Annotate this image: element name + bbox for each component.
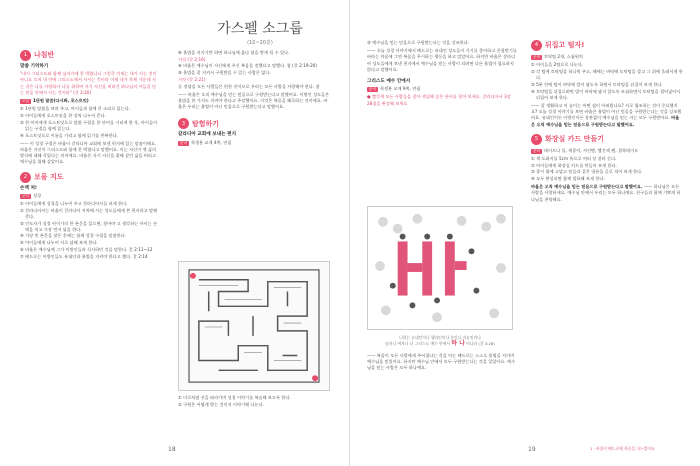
hidden-word-puzzle bbox=[367, 206, 513, 330]
list-item: ⑨ 바울은 예수님이 자신에게 주신 복음을 전했다고 말했다. 참 (갈 2:19-20) bbox=[178, 63, 318, 69]
maze-graphic bbox=[179, 262, 329, 390]
list-item: ① 색 도화지를 5cm 폭으로 여러 장 잘라 둔다. bbox=[531, 155, 617, 161]
after-maze-list bbox=[178, 395, 330, 435]
section-title: 뒤집고 털자! bbox=[545, 41, 585, 50]
list-item: ② 아이들에게 화장실 카드를 만들어 보게 한다. bbox=[531, 162, 617, 168]
opening-paragraph: —— 이 성경 구절은 바울이 갈라디아 교회에 보낸 편지에 있는 말씀이에요. 바울은 자신이 그리스도와 함께 못 박혔다고 말했어요. 이는 자신이 옛 삶의 방식에 대해 죽었다는 의미에요. 바울은 자기 자신을 위해 살던 삶을 버리고 예수님을 위해 살았어요. bbox=[20, 140, 157, 165]
list-item: ⑦ 베드로는 이방인들도 유대인과 율법을 지켜야 한다고 했다. 갈 2:14 bbox=[20, 253, 148, 259]
section-title: 탐험하기 bbox=[192, 119, 220, 128]
tag-badge: 준비 bbox=[180, 140, 187, 145]
right-column-2 bbox=[531, 40, 683, 438]
left-column-2 bbox=[178, 50, 330, 260]
maze-illustration bbox=[178, 261, 330, 391]
list-item: ③ 한 아이에게 포스트잇으로 말씀 구절을 한 단어를 거리게 한 후, 아이들이 읽는 구절을 함께 읽는다. bbox=[20, 119, 158, 131]
list-item: ④ 모두 완성되면 함께 발표해 보게 한다. bbox=[531, 176, 605, 182]
page-number-left: 18 bbox=[168, 446, 176, 453]
tag-badge: 준비 bbox=[533, 55, 540, 59]
explore-heading: 갈라디아 교회에 보내는 편지 bbox=[178, 132, 237, 138]
story-paragraph: —— 오늘 성경 이야기에서 베드로는 유대인 성도들이 가기를 좋아하고 존경받기를 바라는 마음에 그만 복음을 무시하는 행동을 하고 말았어요. 하지만 바울은 갈라디아 성도들에게 보낸 편지에서 예수님을 믿는 사람이 되려면 다른 율법이 필요하지 않다고 말했어요. bbox=[367, 48, 517, 72]
answer-word: 하 나 bbox=[451, 339, 465, 347]
list-item: ④ 가장 빈 본문을 찾은 후에는 함께 성경 구절을 말씀한다. bbox=[20, 233, 127, 239]
section-title: 보물 지도 bbox=[34, 172, 64, 181]
puzzle-graphic bbox=[368, 207, 512, 329]
list-item: ③ 종이 위에 고맙고 믿음과 같은 내용을 글로 적어 보게 한다. bbox=[531, 169, 643, 175]
list-item: ① 미로처럼 선을 따라가며 성경 이야기를 복습해 보도록 한다. bbox=[178, 395, 291, 400]
review-paragraph: —— 잘 생활하고 이 놀이는 어떤 점이 어려웠나요? 서로 협조하는 것이 중요했지요? 오늘 성경 이야기를 보면 바울은 율법이 아닌 믿음을 구원받는다는 것을 강조했어요. 유대인이든 이방인이든 상관없이 예수님을 믿는 자는 모두 구원받아요. 바울은 오직 예수님을 믿는 믿음으로 구원받는다고 말했어요. bbox=[531, 102, 682, 127]
footer-lesson-title: 1 · 바울이 베드로에 복음을 나누었어요 bbox=[590, 446, 655, 451]
activity-prep: 준비 학생용 교재 9쪽, 연필 bbox=[369, 86, 421, 92]
page-number-right: 19 bbox=[528, 446, 536, 453]
memory-verse: "내가 그리스도와 함께 십자가에 못 박혔나니 그런즉 이제는 내가 사는 것이 아니요 오직 내 안에 그리스도께서 사시는 것이라 이제 내가 육체 가운데 사는 것은 나를 사랑하사 나를 위하여 자기 자신을 버리신 하나님의 아들을 믿는 믿음 안에서 사는 것이라" (갈 2:20) bbox=[20, 71, 157, 95]
section-compass bbox=[20, 50, 158, 61]
tag-badge: 도입 bbox=[22, 99, 29, 104]
right-page bbox=[350, 0, 700, 466]
list-item: ③ 5분 안에 팀이 바닥에 발이 닿도록 하면서 토닥팀을 뒤집어 보게 한다. bbox=[531, 81, 663, 87]
left-column-1 bbox=[20, 50, 158, 440]
review-prep: 준비 토닥팀 2개, 스톱워치 bbox=[533, 54, 583, 59]
title-main: 가스펠 소그룹 bbox=[217, 21, 303, 37]
activity-note: ● 빨간색 모든 사람들을 찾아 색칠해 숨은 단어를 찾아 보세요. 갈라디아서 3장 28절을 완성해 보세요. bbox=[367, 94, 511, 106]
list-item: ① 아이들을 2팀으로 나눈다. bbox=[531, 62, 584, 68]
explore-prep: 준비 학생용 교재 4쪽, 연필 bbox=[180, 139, 232, 145]
list-item: 거짓 (갈 2:21) bbox=[178, 76, 206, 82]
list-item: ⑤ 아이들에게 나누어 서로 답해 보게 한다. bbox=[20, 240, 98, 246]
list-item: ④ 포스트잇으로 이름을 가리고 함께 읽기를 반복한다. bbox=[20, 132, 119, 138]
list-item: ② 갈라디아서는 바울이 갈라디아 지역에 사는 성도들에게 쓴 편지라고 말해 준다. bbox=[20, 207, 158, 219]
treasure-prep: 준비 성경 bbox=[22, 192, 42, 198]
opening-heading: 도입 1단원 말씀(다시봐, 포스트잇) bbox=[22, 98, 89, 104]
activity-heading: 그리스도 예수 안에서 bbox=[367, 79, 411, 85]
card-prep: 준비 테이프나 풀, 색종이, 사인펜, 빨간색 펜, 접착테이프 bbox=[533, 147, 639, 153]
compass-icon: 1 bbox=[20, 50, 31, 61]
page-title bbox=[190, 18, 330, 46]
list-item: ⑪ 정답을 모든 사람들은 편한 것이므로 우리는 모든 사람을 사랑해야 한다. 참 bbox=[178, 83, 320, 89]
card-icon: 5 bbox=[531, 134, 542, 145]
tag-badge: 준비 bbox=[22, 193, 29, 198]
closing-paragraph: —— 복음이 모든 사람에게 주어졌다는 것을 아는 베드로는 스스로 율법을 지키며 예수님을 믿었어요. 하지만 예수님 안에서 모두 구원받는다는 것을 잊었어요. 예수님을 믿는 사람은 모두 하나예요. bbox=[367, 353, 516, 371]
puzzle-caption: 너희는 유대인이나 헬라인이나 종이나 자유인이나 남자나 여자나 다 그리스도 예수 안에서 하 나 이니라 (갈 3:28) bbox=[385, 335, 495, 347]
section-explore bbox=[178, 118, 330, 129]
card-paragraph: 바울은 오직 예수님을 믿는 믿음으로 구원받는다고 말했어요. —— 하나님은 모든 사람을 사랑하세요. 예수님 안에서 우리는 모두 하나예요. 친구들과 함께 기쁘게 하나님을 찬양해요. bbox=[531, 184, 681, 202]
right-column-1 bbox=[367, 40, 517, 205]
section-title: 화장실 카드 만들기 bbox=[545, 135, 604, 144]
tag-badge: 준비 bbox=[533, 148, 540, 153]
answer-paragraph: —— 바울은 오직 예수님을 믿는 믿음으로 구원받는다고 말했어요. 이방인 성도들은 율법을 한 가지도 지켜야 한다고 주장했어요. 이것은 복음을 왜곡하는 것이에요. 바울은 우리는 율법이 아닌 믿음으로 구원받는다고 말했어요. bbox=[178, 91, 330, 110]
list-item: ③ 예수님을 믿는 믿음으로 구원받는다는 것을 강조한다. bbox=[367, 40, 470, 45]
list-item: ② 구원은 어떻게 받는 것인지 이야기해 나눈다. bbox=[178, 401, 264, 407]
section-flip bbox=[531, 40, 683, 51]
right-column-1-bottom bbox=[367, 353, 517, 438]
list-item: ⑥ 바울은 예수님께 그가 이방인들과 식사하던 것을 말한다. 갈 2:11~12 bbox=[20, 246, 153, 252]
list-item: ③ 인도자가 성경 아이가의 한 본문을 읽으면, 찾아야 고 생각하는 아이는 손액을 치고 가장 먼저 답을 한다. bbox=[20, 220, 158, 232]
title-sub: (10~20분) bbox=[247, 40, 273, 46]
flip-icon: 4 bbox=[531, 40, 542, 51]
list-item: ⑩ 율법을 잘 지켜서 구원받을 수 있는 사람은 없다. bbox=[178, 70, 271, 76]
section-title: 나침반 bbox=[34, 51, 55, 60]
list-item: 거짓 (갈 2:16) bbox=[178, 56, 206, 62]
treasure-heading: 손액 처! bbox=[20, 185, 38, 191]
list-item: ④ 토닥팀을 뒤집으려면 발이 바닥에 닿지 않도록 조심하면서 토닥팀을 접어넣어서 뒤집어 보게 한다. bbox=[531, 88, 681, 100]
verse-heading: 말씀 기억하기 bbox=[20, 64, 49, 69]
list-item: ① 아이들에게 성경을 나누어 주고 갈라디아서를 펴게 한다. bbox=[20, 200, 128, 206]
list-item: ② 각 팀에 토닥팀을 하나씩 주고, 해에는 바닥에 토닥팀을 깔고 그 위에 올려서게 한다. bbox=[531, 68, 683, 81]
list-item: ② 아이들에게 포스트잇을 한 장씩 나누어 준다. bbox=[20, 112, 106, 118]
list-item: ⑧ 율법을 지키기만 하면 하나님께 옳다 함을 받게 될 수 있다. bbox=[178, 50, 290, 55]
list-item: ① 1단원 말씀을 보며 주고, 아이들과 함께 큰 소리로 읽는다. bbox=[20, 106, 131, 112]
map-icon: 2 bbox=[20, 172, 31, 183]
section-card bbox=[531, 134, 683, 145]
explore-icon: 3 bbox=[178, 118, 189, 129]
tag-badge: 준비 bbox=[369, 87, 376, 92]
section-treasure-map bbox=[20, 172, 158, 183]
